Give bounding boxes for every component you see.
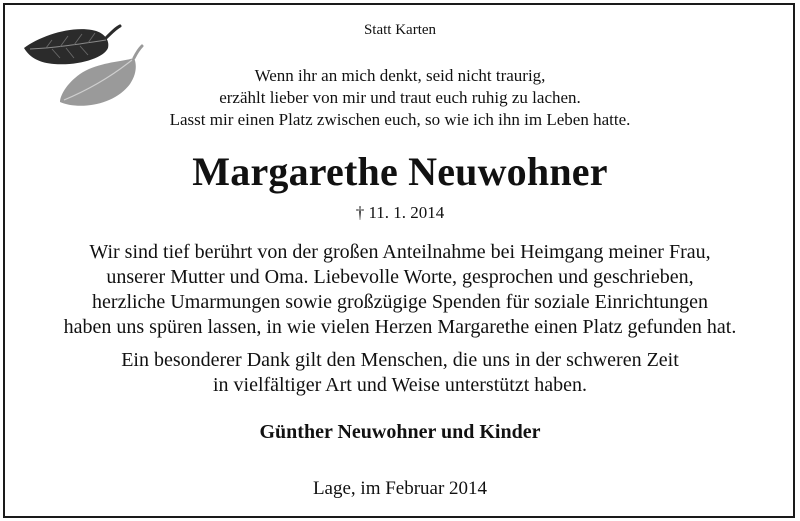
thanks-paragraph [0,240,800,340]
deceased-name: Margarethe Neuwohner [192,149,608,194]
place-date: Lage, im Februar 2014 [312,478,488,499]
poem-line: Wenn ihr an mich denkt, seid nicht traurig, [254,66,546,85]
death-date: † 11. 1. 2014 [355,203,445,222]
family-signature: Günther Neuwohner und Kinder [259,421,541,443]
poem-line: erzählt lieber von mir und traut euch ruhig zu lachen. [219,88,581,107]
thanks-line: unserer Mutter und Oma. Liebevolle Worte, gesprochen und geschrieben, [106,266,694,288]
thanks-line: Ein besonderer Dank gilt den Menschen, die uns in der schweren Zeit [121,349,679,371]
poem [0,65,800,131]
thanks-line: Wir sind tief berührt von der großen Anteilnahme bei Heimgang meiner Frau, [89,241,711,263]
statt-karten-label: Statt Karten [363,22,437,38]
thanks-line: haben uns spüren lassen, in wie vielen Herzen Margarethe einen Platz gefunden hat. [63,316,737,338]
special-thanks-paragraph [0,348,800,398]
thanks-line: in vielfältiger Art und Weise unterstützt haben. [212,374,588,396]
thanks-line: herzliche Umarmungen sowie großzügige Spenden für soziale Einrichtungen [92,291,708,313]
poem-line: Lasst mir einen Platz zwischen euch, so wie ich ihn im Leben hatte. [169,110,631,129]
